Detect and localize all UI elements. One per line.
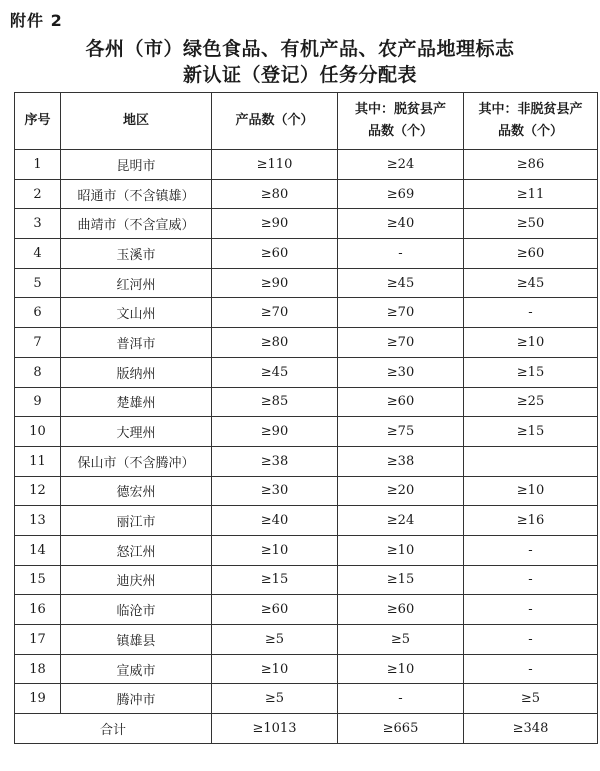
cell-total: ≥60 bbox=[212, 239, 338, 269]
cell-non-poverty: ≥10 bbox=[464, 476, 598, 506]
footer-label: 合计 bbox=[15, 714, 212, 744]
cell-total: ≥10 bbox=[212, 654, 338, 684]
cell-total: ≥85 bbox=[212, 387, 338, 417]
cell-total: ≥110 bbox=[212, 150, 338, 180]
header-poverty bbox=[338, 93, 464, 150]
header-non-poverty-line2: 品数（个） bbox=[497, 124, 563, 139]
cell-poverty: ≥30 bbox=[338, 357, 464, 387]
cell-poverty: ≥38 bbox=[338, 446, 464, 476]
cell-total: ≥60 bbox=[212, 595, 338, 625]
cell-poverty: ≥69 bbox=[338, 179, 464, 209]
cell-poverty: ≥10 bbox=[338, 535, 464, 565]
cell-no: 16 bbox=[15, 595, 61, 625]
table-row bbox=[15, 595, 598, 625]
cell-total: ≥10 bbox=[212, 535, 338, 565]
cell-non-poverty: ≥5 bbox=[464, 684, 598, 714]
cell-no: 7 bbox=[15, 328, 61, 358]
cell-no: 4 bbox=[15, 239, 61, 269]
cell-no: 5 bbox=[15, 268, 61, 298]
cell-region: 昭通市（不含镇雄） bbox=[61, 179, 212, 209]
cell-no: 9 bbox=[15, 387, 61, 417]
cell-non-poverty: ≥15 bbox=[464, 417, 598, 447]
cell-non-poverty: ≥45 bbox=[464, 268, 598, 298]
cell-no: 2 bbox=[15, 179, 61, 209]
table-footer-row bbox=[15, 714, 598, 744]
cell-total: ≥30 bbox=[212, 476, 338, 506]
cell-poverty: ≥75 bbox=[338, 417, 464, 447]
cell-total: ≥5 bbox=[212, 625, 338, 655]
header-poverty-line2: 品数（个） bbox=[367, 124, 433, 139]
cell-region: 楚雄州 bbox=[61, 387, 212, 417]
cell-non-poverty: - bbox=[464, 654, 598, 684]
cell-no: 13 bbox=[15, 506, 61, 536]
table-row bbox=[15, 239, 598, 269]
cell-poverty: ≥24 bbox=[338, 150, 464, 180]
table-row bbox=[15, 476, 598, 506]
cell-poverty: ≥24 bbox=[338, 506, 464, 536]
cell-poverty: - bbox=[338, 239, 464, 269]
cell-poverty: ≥70 bbox=[338, 298, 464, 328]
cell-region: 曲靖市（不含宣威） bbox=[61, 209, 212, 239]
cell-total: ≥90 bbox=[212, 268, 338, 298]
table-row bbox=[15, 209, 598, 239]
cell-poverty: ≥5 bbox=[338, 625, 464, 655]
table-row bbox=[15, 298, 598, 328]
document-title-line2: 新认证（登记）任务分配表 bbox=[182, 64, 417, 86]
table-row bbox=[15, 328, 598, 358]
table-row bbox=[15, 684, 598, 714]
table-row bbox=[15, 417, 598, 447]
attachment-label: 附件 2 bbox=[10, 11, 63, 30]
cell-non-poverty: ≥86 bbox=[464, 150, 598, 180]
cell-non-poverty bbox=[464, 446, 598, 476]
cell-total: ≥38 bbox=[212, 446, 338, 476]
cell-no: 3 bbox=[15, 209, 61, 239]
cell-non-poverty: - bbox=[464, 565, 598, 595]
cell-no: 11 bbox=[15, 446, 61, 476]
table-row bbox=[15, 387, 598, 417]
cell-poverty: ≥15 bbox=[338, 565, 464, 595]
cell-total: ≥90 bbox=[212, 417, 338, 447]
cell-non-poverty: ≥15 bbox=[464, 357, 598, 387]
cell-region: 迪庆州 bbox=[61, 565, 212, 595]
footer-total: ≥1013 bbox=[212, 714, 338, 744]
header-region: 地区 bbox=[61, 93, 212, 150]
cell-non-poverty: - bbox=[464, 595, 598, 625]
cell-no: 8 bbox=[15, 357, 61, 387]
cell-total: ≥15 bbox=[212, 565, 338, 595]
cell-non-poverty: ≥10 bbox=[464, 328, 598, 358]
cell-region: 怒江州 bbox=[61, 535, 212, 565]
cell-non-poverty: ≥11 bbox=[464, 179, 598, 209]
table-row bbox=[15, 565, 598, 595]
cell-no: 10 bbox=[15, 417, 61, 447]
cell-poverty: ≥20 bbox=[338, 476, 464, 506]
cell-non-poverty: - bbox=[464, 298, 598, 328]
cell-poverty: ≥40 bbox=[338, 209, 464, 239]
table-row bbox=[15, 506, 598, 536]
cell-no: 6 bbox=[15, 298, 61, 328]
cell-region: 镇雄县 bbox=[61, 625, 212, 655]
cell-non-poverty: - bbox=[464, 535, 598, 565]
table-row bbox=[15, 268, 598, 298]
cell-region: 普洱市 bbox=[61, 328, 212, 358]
cell-region: 红河州 bbox=[61, 268, 212, 298]
cell-no: 12 bbox=[15, 476, 61, 506]
header-no: 序号 bbox=[15, 93, 61, 150]
cell-total: ≥80 bbox=[212, 328, 338, 358]
cell-no: 15 bbox=[15, 565, 61, 595]
cell-no: 18 bbox=[15, 654, 61, 684]
cell-poverty: ≥10 bbox=[338, 654, 464, 684]
cell-region: 昆明市 bbox=[61, 150, 212, 180]
cell-no: 14 bbox=[15, 535, 61, 565]
cell-region: 宣威市 bbox=[61, 654, 212, 684]
cell-poverty: ≥60 bbox=[338, 595, 464, 625]
cell-no: 19 bbox=[15, 684, 61, 714]
table-row bbox=[15, 150, 598, 180]
cell-total: ≥5 bbox=[212, 684, 338, 714]
cell-poverty: ≥45 bbox=[338, 268, 464, 298]
header-non-poverty-line1: 其中：非脱贫县产 bbox=[478, 102, 583, 117]
table-row bbox=[15, 535, 598, 565]
cell-region: 保山市（不含腾冲） bbox=[61, 446, 212, 476]
cell-region: 德宏州 bbox=[61, 476, 212, 506]
cell-region: 腾冲市 bbox=[61, 684, 212, 714]
cell-non-poverty: ≥60 bbox=[464, 239, 598, 269]
table-row bbox=[15, 179, 598, 209]
document-title-line1: 各州（市）绿色食品、有机产品、农产品地理标志 bbox=[85, 38, 515, 60]
cell-non-poverty: ≥16 bbox=[464, 506, 598, 536]
cell-total: ≥80 bbox=[212, 179, 338, 209]
cell-no: 1 bbox=[15, 150, 61, 180]
cell-region: 版纳州 bbox=[61, 357, 212, 387]
table-header-row bbox=[15, 93, 598, 150]
table-row bbox=[15, 625, 598, 655]
table-row bbox=[15, 357, 598, 387]
cell-total: ≥90 bbox=[212, 209, 338, 239]
allocation-table bbox=[14, 92, 598, 744]
cell-region: 丽江市 bbox=[61, 506, 212, 536]
table-row bbox=[15, 446, 598, 476]
cell-non-poverty: - bbox=[464, 625, 598, 655]
cell-region: 临沧市 bbox=[61, 595, 212, 625]
footer-poverty: ≥665 bbox=[338, 714, 464, 744]
cell-non-poverty: ≥25 bbox=[464, 387, 598, 417]
cell-total: ≥40 bbox=[212, 506, 338, 536]
table-row bbox=[15, 654, 598, 684]
cell-non-poverty: ≥50 bbox=[464, 209, 598, 239]
cell-poverty: - bbox=[338, 684, 464, 714]
cell-region: 玉溪市 bbox=[61, 239, 212, 269]
table-body bbox=[15, 150, 598, 714]
header-total: 产品数（个） bbox=[212, 93, 338, 150]
cell-poverty: ≥60 bbox=[338, 387, 464, 417]
header-poverty-line1: 其中：脱贫县产 bbox=[354, 102, 446, 117]
footer-non-poverty: ≥348 bbox=[464, 714, 598, 744]
cell-region: 文山州 bbox=[61, 298, 212, 328]
cell-total: ≥45 bbox=[212, 357, 338, 387]
cell-no: 17 bbox=[15, 625, 61, 655]
cell-poverty: ≥70 bbox=[338, 328, 464, 358]
header-non-poverty bbox=[464, 93, 598, 150]
cell-region: 大理州 bbox=[61, 417, 212, 447]
cell-total: ≥70 bbox=[212, 298, 338, 328]
